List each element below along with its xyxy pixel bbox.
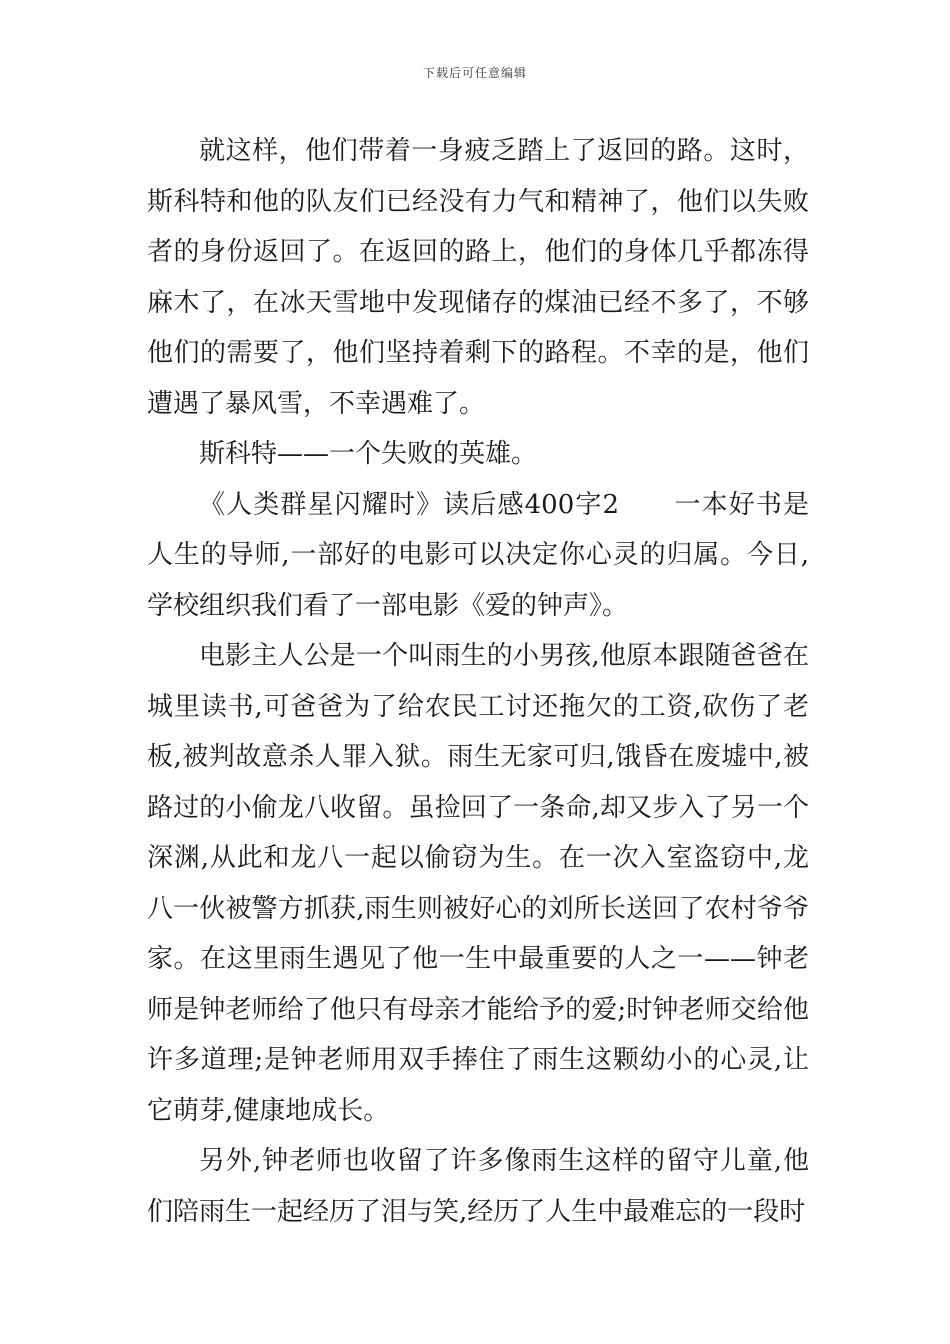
paragraph-2: 斯科特——一个失败的英雄。 (199, 439, 538, 469)
document-body (147, 126, 809, 1237)
paragraph-1: 就这样，他们带着一身疲乏踏上了返回的路。这时，斯科特和他的队友们已经没有力气和精神了，他们以失败者的身份返回了。在返回的路上，他们的身体几乎都冻得麻木了，在冰天雪地中发现储存的煤油已经不多了，不够他们的需要了，他们坚持着剩下的路程。不幸的是，他们遭遇了暴风雪，不幸遇难了。 (147, 136, 809, 419)
paragraph-4: 电影主人公是一个叫雨生的小男孩,他原本跟随爸爸在城里读书,可爸爸为了给农民工讨还拖欠的工资,砍伤了老板,被判故意杀人罪入狱。雨生无家可归,饿昏在废墟中,被路过的小偷龙八收留。虽捡回了一条命,却又步入了另一个深渊,从此和龙八一起以偷窃为生。在一次入室盗窃中,龙八一伙被警方抓获,雨生则被好心的刘所长送回了农村爷爷家。在这里雨生遇见了他一生中最重要的人之一——钟老师是钟老师给了他只有母亲才能给予的爱;时钟老师交给他许多道理;是钟老师用双手捧住了雨生这颗幼小的心灵,让它萌芽,健康地成长。 (147, 641, 809, 1126)
paragraph-3: 《人类群星闪耀时》读后感400字2 一本好书是人生的导师,一部好的电影可以决定你心灵的归属。今日,学校组织我们看了一部电影《爱的钟声》。 (147, 489, 809, 621)
page-header: 下载后可任意编辑 (422, 66, 527, 80)
paragraph-5: 另外,钟老师也收留了许多像雨生这样的留守儿童,他们陪雨生一起经历了泪与笑,经历了人生中最难忘的一段时 (147, 1146, 809, 1227)
